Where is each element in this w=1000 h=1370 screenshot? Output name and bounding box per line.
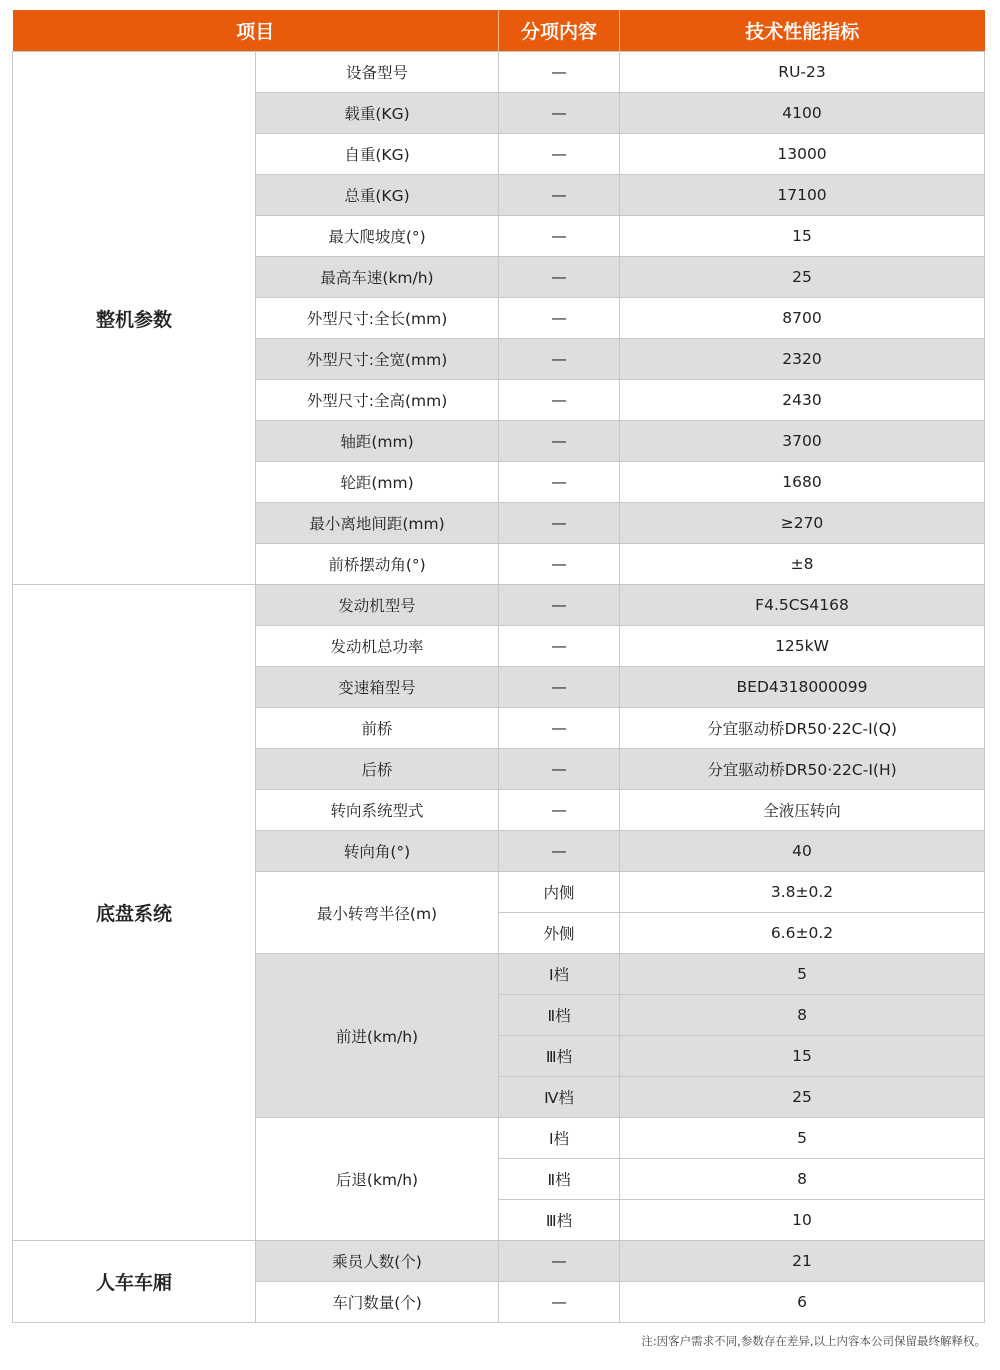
row-value: RU-23 bbox=[620, 52, 985, 93]
row-sub: — bbox=[499, 544, 620, 585]
row-name: 自重(KG) bbox=[256, 134, 499, 175]
row-name: 最高车速(km/h) bbox=[256, 257, 499, 298]
row-sub: — bbox=[499, 257, 620, 298]
row-sub: Ⅱ档 bbox=[499, 1159, 620, 1200]
row-value: ±8 bbox=[620, 544, 985, 585]
footnote: 注:因客户需求不同,参数存在差异,以上内容本公司保留最终解释权。 bbox=[641, 1334, 986, 1348]
row-name: 转向角(°) bbox=[256, 831, 499, 872]
row-name: 后桥 bbox=[256, 749, 499, 790]
row-sub: — bbox=[499, 1241, 620, 1282]
row-sub: — bbox=[499, 216, 620, 257]
spec-table bbox=[12, 10, 985, 1323]
row-value: ≥270 bbox=[620, 503, 985, 544]
row-value: 4100 bbox=[620, 93, 985, 134]
row-sub: Ⅰ档 bbox=[499, 954, 620, 995]
row-sub: — bbox=[499, 1282, 620, 1323]
row-value: 17100 bbox=[620, 175, 985, 216]
section-label-cabin: 人车车厢 bbox=[13, 1241, 256, 1323]
row-name: 后退(km/h) bbox=[256, 1118, 499, 1241]
row-name: 载重(KG) bbox=[256, 93, 499, 134]
row-value: BED4318000099 bbox=[620, 667, 985, 708]
row-sub: Ⅱ档 bbox=[499, 995, 620, 1036]
row-value: 5 bbox=[620, 1118, 985, 1159]
row-value: F4.5CS4168 bbox=[620, 585, 985, 626]
row-value: 8 bbox=[620, 1159, 985, 1200]
row-value: 10 bbox=[620, 1200, 985, 1241]
row-sub: — bbox=[499, 790, 620, 831]
row-value: 6.6±0.2 bbox=[620, 913, 985, 954]
row-sub: 内侧 bbox=[499, 872, 620, 913]
row-sub: — bbox=[499, 298, 620, 339]
row-value: 6 bbox=[620, 1282, 985, 1323]
row-name: 最小离地间距(mm) bbox=[256, 503, 499, 544]
row-name: 设备型号 bbox=[256, 52, 499, 93]
row-name: 轮距(mm) bbox=[256, 462, 499, 503]
row-sub: Ⅲ档 bbox=[499, 1036, 620, 1077]
row-name: 前进(km/h) bbox=[256, 954, 499, 1118]
row-sub: — bbox=[499, 585, 620, 626]
row-value: 125kW bbox=[620, 626, 985, 667]
row-sub: — bbox=[499, 421, 620, 462]
row-sub: — bbox=[499, 626, 620, 667]
row-value: 5 bbox=[620, 954, 985, 995]
row-name: 发动机型号 bbox=[256, 585, 499, 626]
row-sub: Ⅲ档 bbox=[499, 1200, 620, 1241]
row-name: 轴距(mm) bbox=[256, 421, 499, 462]
row-value: 8 bbox=[620, 995, 985, 1036]
row-name: 外型尺寸:全长(mm) bbox=[256, 298, 499, 339]
table-row bbox=[13, 585, 985, 626]
row-value: 21 bbox=[620, 1241, 985, 1282]
row-name: 乘员人数(个) bbox=[256, 1241, 499, 1282]
row-name: 最小转弯半径(m) bbox=[256, 872, 499, 954]
row-name: 转向系统型式 bbox=[256, 790, 499, 831]
row-sub: — bbox=[499, 93, 620, 134]
row-value: 1680 bbox=[620, 462, 985, 503]
row-sub: — bbox=[499, 503, 620, 544]
row-value: 13000 bbox=[620, 134, 985, 175]
row-sub: — bbox=[499, 749, 620, 790]
row-value: 40 bbox=[620, 831, 985, 872]
row-sub: — bbox=[499, 339, 620, 380]
row-name: 外型尺寸:全宽(mm) bbox=[256, 339, 499, 380]
row-sub: — bbox=[499, 831, 620, 872]
row-sub: Ⅳ档 bbox=[499, 1077, 620, 1118]
row-name: 外型尺寸:全高(mm) bbox=[256, 380, 499, 421]
row-name: 总重(KG) bbox=[256, 175, 499, 216]
row-value: 2430 bbox=[620, 380, 985, 421]
section-label-overall: 整机参数 bbox=[13, 52, 256, 585]
row-value: 3.8±0.2 bbox=[620, 872, 985, 913]
row-value: 3700 bbox=[620, 421, 985, 462]
table-row bbox=[13, 52, 985, 93]
row-value: 25 bbox=[620, 257, 985, 298]
row-sub: — bbox=[499, 380, 620, 421]
header-item: 项目 bbox=[13, 10, 499, 52]
row-value: 25 bbox=[620, 1077, 985, 1118]
row-sub: — bbox=[499, 462, 620, 503]
table-row bbox=[13, 1241, 985, 1282]
row-name: 车门数量(个) bbox=[256, 1282, 499, 1323]
table-header-row bbox=[13, 10, 985, 52]
row-value: 15 bbox=[620, 216, 985, 257]
row-name: 变速箱型号 bbox=[256, 667, 499, 708]
row-value: 15 bbox=[620, 1036, 985, 1077]
row-sub: — bbox=[499, 134, 620, 175]
row-sub: 外侧 bbox=[499, 913, 620, 954]
row-value: 全液压转向 bbox=[620, 790, 985, 831]
row-name: 发动机总功率 bbox=[256, 626, 499, 667]
header-sub: 分项内容 bbox=[499, 10, 620, 52]
row-sub: — bbox=[499, 52, 620, 93]
row-sub: — bbox=[499, 708, 620, 749]
row-value: 分宜驱动桥DR50·22C-I(H) bbox=[620, 749, 985, 790]
section-label-chassis: 底盘系统 bbox=[13, 585, 256, 1241]
row-sub: — bbox=[499, 175, 620, 216]
row-name: 最大爬坡度(°) bbox=[256, 216, 499, 257]
row-sub: — bbox=[499, 667, 620, 708]
header-value: 技术性能指标 bbox=[620, 10, 985, 52]
row-value: 2320 bbox=[620, 339, 985, 380]
row-name: 前桥 bbox=[256, 708, 499, 749]
row-name: 前桥摆动角(°) bbox=[256, 544, 499, 585]
row-sub: Ⅰ档 bbox=[499, 1118, 620, 1159]
row-value: 分宜驱动桥DR50·22C-I(Q) bbox=[620, 708, 985, 749]
row-value: 8700 bbox=[620, 298, 985, 339]
